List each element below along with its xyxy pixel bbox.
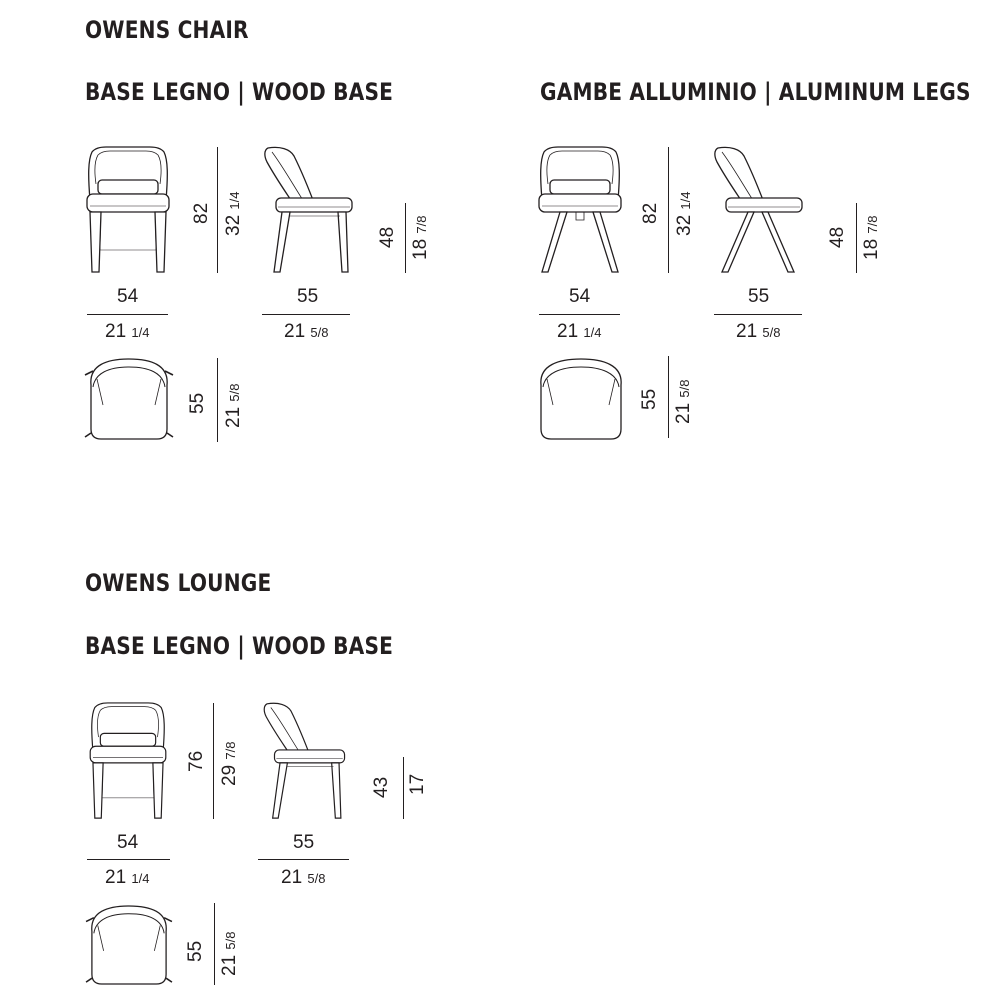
- section-title-owens-lounge: OWENS LOUNGE: [85, 569, 272, 597]
- height-in-label: 32 1/4: [674, 191, 695, 236]
- width-in-label: 21 1/4: [105, 321, 150, 342]
- depth-dimension-line: [258, 859, 349, 860]
- width-cm-label: 54: [117, 286, 139, 307]
- top-depth-dimension-line: [668, 356, 669, 438]
- front-view-drawing: [86, 146, 170, 274]
- top-depth-cm-label: 55: [639, 388, 660, 410]
- top-view-drawing: [83, 904, 175, 986]
- seat-height-cm-label: 43: [371, 776, 392, 798]
- depth-cm-label: 55: [748, 286, 770, 307]
- depth-dimension-line: [262, 314, 350, 315]
- seat-height-dimension-line: [856, 203, 857, 273]
- top-depth-cm-label: 55: [185, 940, 206, 962]
- top-depth-in-label: 21 5/8: [219, 931, 240, 976]
- side-view-drawing: [712, 146, 804, 274]
- width-in-label: 21 1/4: [557, 321, 602, 342]
- width-cm-label: 54: [117, 832, 139, 853]
- width-cm-label: 54: [569, 286, 591, 307]
- depth-cm-label: 55: [293, 832, 315, 853]
- variant-heading: BASE LEGNO | WOOD BASE: [85, 78, 394, 106]
- variant-heading: GAMBE ALLUMINIO | ALUMINUM LEGS: [540, 78, 971, 106]
- depth-in-label: 21 5/8: [736, 321, 781, 342]
- section-title-owens-chair: OWENS CHAIR: [85, 16, 249, 44]
- side-view-drawing: [258, 702, 350, 820]
- seat-height-dimension-line: [403, 757, 404, 819]
- height-cm-label: 82: [640, 202, 661, 224]
- height-in-label: 29 7/8: [219, 741, 240, 786]
- seat-height-dimension-line: [405, 203, 406, 273]
- height-dimension-line: [217, 147, 218, 273]
- depth-in-label: 21 5/8: [281, 867, 326, 888]
- width-dimension-line: [87, 314, 168, 315]
- height-cm-label: 82: [191, 202, 212, 224]
- height-in-label: 32 1/4: [223, 191, 244, 236]
- seat-height-in-label: 18 7/8: [410, 215, 431, 260]
- width-in-label: 21 1/4: [105, 867, 150, 888]
- depth-dimension-line: [714, 314, 802, 315]
- front-view-drawing: [538, 146, 622, 274]
- height-dimension-line: [213, 703, 214, 819]
- height-cm-label: 76: [186, 750, 207, 772]
- top-depth-dimension-line: [217, 358, 218, 442]
- seat-height-in-label: 18 7/8: [861, 215, 882, 260]
- top-depth-in-label: 21 5/8: [223, 383, 244, 428]
- top-depth-in-label: 21 5/8: [673, 379, 694, 424]
- top-view-drawing: [83, 357, 175, 441]
- variant-heading: BASE LEGNO | WOOD BASE: [85, 632, 394, 660]
- seat-height-cm-label: 48: [827, 226, 848, 248]
- seat-height-cm-label: 48: [377, 226, 398, 248]
- depth-cm-label: 55: [297, 286, 319, 307]
- width-dimension-line: [539, 314, 620, 315]
- depth-in-label: 21 5/8: [284, 321, 329, 342]
- width-dimension-line: [87, 859, 170, 860]
- height-dimension-line: [668, 147, 669, 273]
- top-depth-cm-label: 55: [187, 392, 208, 414]
- top-view-drawing: [535, 357, 627, 441]
- seat-height-in-label: 17: [407, 773, 428, 795]
- side-view-drawing: [262, 146, 354, 274]
- top-depth-dimension-line: [214, 903, 215, 985]
- front-view-drawing: [86, 702, 170, 820]
